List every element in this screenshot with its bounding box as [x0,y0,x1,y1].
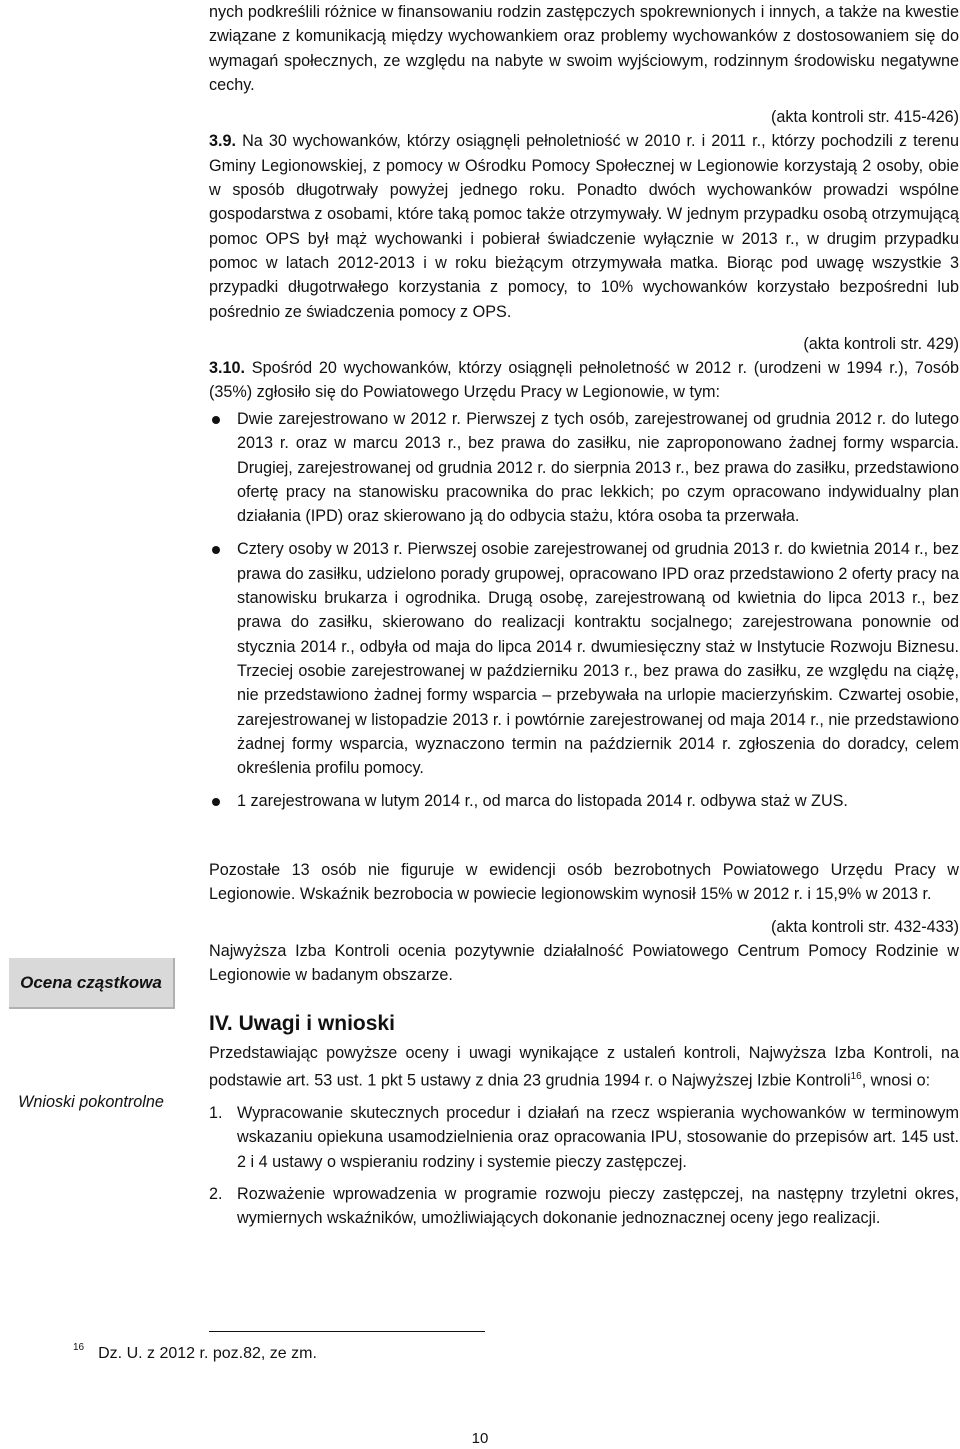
section-text: Spośród 20 wychowanków, którzy osiągnęli pełnoletność w 2012 r. (urodzeni w 1994 r.), 7osób (35%) zgłosiło się do Powiatowego Urzędu Pracy w Legionowie, w tym: [209,359,959,402]
main-text-wnioski [209,1041,959,1230]
section-3-10 [209,356,959,405]
paragraph-summary: Pozostałe 13 osób nie figuruje w ewidencji osób bezrobotnych Powiatowego Urzędu Pracy w Legionowie. Wskaźnik bezrobocia w powiecie legionowskim wynosił 15% w 2012 r. i 15,9% w 2013 r. [209,861,959,904]
footnote [73,1342,317,1363]
side-label-box [9,958,175,1009]
footnote-number: 16 [73,1342,85,1353]
main-text-summary [209,858,959,987]
reference-1: (akta kontroli str. 415-426) [770,108,959,127]
side-label: Ocena cząstkowa [20,972,162,992]
list-item: Dwie zarejestrowano w 2012 r. Pierwszej z tych osób, zarejestrowanej od grudnia 2012 r. do lutego 2013 r. oraz w marcu 2013 r., bez prawa do zasiłku, nie zaproponowano żadnej formy wsparcia. Drugiej, zarejestrowanej od grudnia 2012 r. do sierpnia 2013 r., bez prawa do zasiłku, przedstawiono ofertę pracy na stanowisku pracownika do prac lekkich; po czym opracowano indywidualny plan działania (IPD) oraz skierowano ją do odbycia stażu, która osoba ta przerwała. [209,407,959,528]
section-3-9 [209,129,959,323]
section-text: Na 30 wychowanków, którzy osiągnęli pełnoletniość w 2010 r. i 2011 r., którzy pochodzili z terenu Gminy Legionowskiej, z pomocy w Ośrodku Pomocy Społecznej w Legionowie korzystają 2 osoby, obie w sposób długotrwały powyżej jednego roku. Ponadto dwóch wychowanków prowadzi wspólne gospodarstwa z osobami, które taką pomoc także otrzymywały. W jednym przypadku osobą otrzymującą pomoc OPS był mąż wychowanki i pobierał świadczenie wyłącznie w 2013 r., w drugim przypadku pomoc w latach 2012-2013 i w roku bieżącym otrzymywała matka. Biorąc pod uwagę wszystkie 3 przypadki długotrwałego korzystania z pomocy, to 10% wychowanków korzystało bezpośredni lub pośrednio ze świadczenia pomocy z OPS. [209,132,959,321]
footnote-divider [209,1331,485,1332]
reference-3: (akta kontroli str. 432-433) [770,917,959,936]
paragraph-ocena: Najwyższa Izba Kontroli ocenia pozytywnie działalność Powiatowego Centrum Pomocy Rodzinie w Legionowie w badanym obszarze. [209,941,959,985]
footnote-text: Dz. U. z 2012 r. poz.82, ze zm. [98,1345,317,1362]
list-item: 2. Rozważenie wprowadzenia w programie rozwoju pieczy zastępczej, na następny trzyletni okres, wymiernych wskaźników, umożliwiających dokonanie jednoznacznej oceny jego realizacji. [209,1184,959,1228]
footnote-marker[interactable]: 16 [850,1071,862,1083]
bullet-list [209,407,959,814]
page-number: 10 [471,1430,489,1447]
bullet-icon [212,798,220,806]
list-item: 1 zarejestrowana w lutym 2014 r., od marca do listopada 2014 r. odbywa staż w ZUS. [209,789,959,813]
paragraph-intro: nych podkreślili różnice w finansowaniu rodzin zastępczych spokrewnionych i innych, a także na kwestie związane z komunikacją między wychowankiem oraz problemy wychowanków z dostosowaniem się do wymagań społecznych, ze względu na nabyte w swoim wyjściowym, rodzinnym środowisku negatywne cechy. [209,3,959,94]
section-number: 3.10. [209,359,246,378]
section-number: 3.9. [209,132,237,151]
side-note: Wnioski pokontrolne [18,1093,164,1111]
paragraph-wnioski-intro: Przedstawiając powyższe oceny i uwagi wynikające z ustaleń kontroli, Najwyższa Izba Kontroli, na podstawie art. 53 ust. 1 pkt 5 ustawy z dnia 23 grudnia 1994 r. o Najwyższej Izbie Kontroli$^{16}$, wnosi o: [209,1044,959,1090]
section-heading: IV. Uwagi i wnioski [209,1012,395,1035]
reference-2: (akta kontroli str. 429) [803,334,959,353]
bullet-icon [212,416,220,424]
list-item: Cztery osoby w 2013 r. Pierwszej osobie zarejestrowanej od grudnia 2013 r. do kwietnia 2014 r., bez prawa do zasiłku, udzielono porady grupowej, opracowano IPD oraz przedstawiono 2 oferty pracy na stanowisku brukarza i ogrodnika. Drugą osobę, zarejestrowaną od kwietnia do lipca 2013 r., bez prawa do zasiłku, skierowano do realizacji kontraktu socjalnego; zarejestrowana ponownie od stycznia 2014 r., odbyła od maja do lipca 2014 r. dwumiesięczny staż w Instytucie Rozwoju Biznesu. Trzeciej osobie zarejestrowanej w październiku 2013 r., bez prawa do zasiłku, ze względu na ciążę, nie przedstawiono żadnej formy wsparcia – przebywała na urlopie macierzyńskim. Czwartej osobie, zarejestrowanej w listopadzie 2013 r. i powtórnie zarejestrowanej od maja 2014 r., nie przedstawiono żadnej formy wsparcia, wyznaczono termin na październik 2014 r. zgłoszenia do doradcy, celem określenia profilu pomocy. [209,537,959,780]
list-item: 1. Wypracowanie skutecznych procedur i działań na rzecz wspierania wychowanków w terminowym wskazaniu opiekuna usamodzielnienia oraz opracowania IPU, stosowanie do przepisów art. 145 ust. 2 i 4 ustawy o wspieraniu rodziny i systemie pieczy zastępczej. [209,1103,959,1171]
main-text-top [209,0,959,405]
bullet-icon [212,546,220,554]
